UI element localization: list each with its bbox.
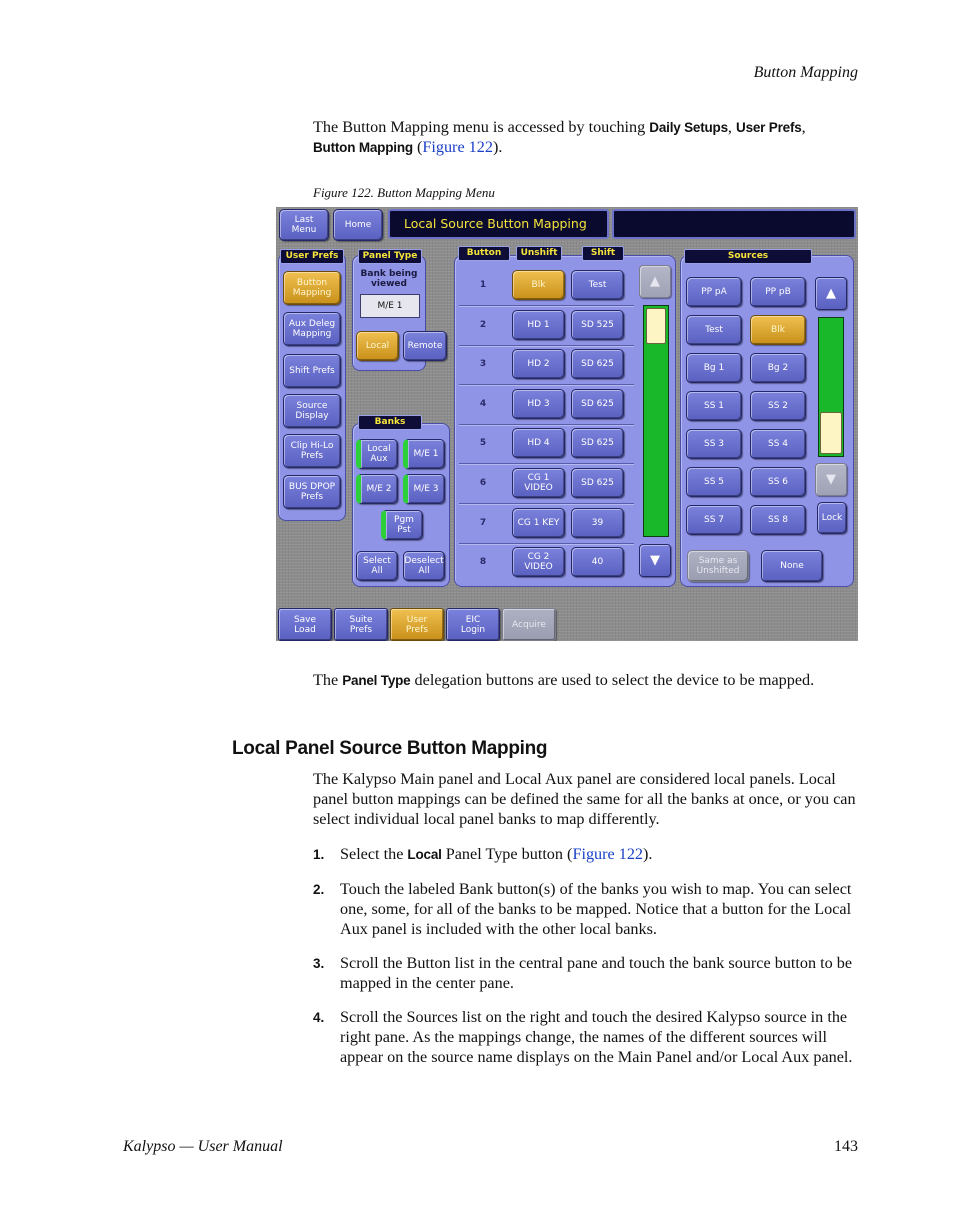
step-2 [313,880,858,939]
tab-user-prefs[interactable]: User Prefs [390,608,444,641]
step-1 [313,845,858,865]
panel-type-paragraph [313,671,858,691]
status-display [612,209,856,239]
cmd-user-prefs: User Prefs [736,120,802,135]
intro-paragraph [313,118,858,158]
source-button[interactable]: SS 6 [750,467,806,497]
sources-tag: Sources [684,249,812,264]
user-prefs-tag: User Prefs [280,249,344,264]
tab-eic-login[interactable]: EIC Login [446,608,500,641]
select-all-button[interactable]: Select All [356,551,398,581]
unshift-source-button[interactable]: HD 3 [512,389,565,419]
tab-save-load[interactable]: Save Load [278,608,332,641]
step-3 [313,954,858,994]
button-row-number: 4 [479,399,487,409]
deselect-all-button[interactable]: Deselect All [403,551,445,581]
shift-prefs-button[interactable]: Shift Prefs [283,354,341,388]
tab-suite-prefs[interactable]: Suite Prefs [334,608,388,641]
local-button[interactable]: Local [356,331,399,361]
button-row-number: 6 [479,478,487,488]
footer-title: Kalypso — User Manual [123,1138,283,1155]
same-as-unshifted-button[interactable]: Same as Unshifted [687,550,749,582]
remote-button[interactable]: Remote [403,331,447,361]
cmd-local: Local [407,847,442,862]
button-row-number: 7 [479,518,487,528]
bank-me3-button[interactable]: M/E 3 [403,474,445,504]
source-button[interactable]: Bg 1 [686,353,742,383]
step-text [340,845,858,865]
source-button[interactable]: SS 5 [686,467,742,497]
button-row-number: 8 [479,557,487,567]
bank-being-viewed-display: M/E 1 [360,294,420,318]
home-button[interactable]: Home [333,209,383,241]
step-number: 1. [313,847,325,862]
button-row-number: 2 [479,320,487,330]
intro-sep: , [727,118,737,136]
bank-pgm-pst-button[interactable]: Pgm Pst [381,510,423,540]
intro-sep: , [801,118,806,136]
menu-title: Local Source Button Mapping [388,209,609,239]
source-button[interactable]: Bg 2 [750,353,806,383]
shift-tag: Shift [582,246,624,261]
button-mapping-button[interactable]: Button Mapping [283,271,341,305]
row-separator [459,305,634,306]
section-paragraph: The Kalypso Main panel and Local Aux panel are considered local panels. Local panel button mappings can be defined the same for all the banks at once, or you can select individual local panel banks to map differently. [313,770,856,828]
intro-paren: ( [412,137,423,156]
unshift-source-button[interactable]: HD 4 [512,428,565,458]
row-separator [459,543,634,544]
tab-acquire[interactable]: Acquire [502,608,556,641]
unshift-source-button[interactable]: CG 1 VIDEO [512,468,565,498]
source-button[interactable]: SS 8 [750,505,806,535]
cmd-panel-type: Panel Type [342,673,411,688]
cmd-button-mapping: Button Mapping [313,139,413,155]
bank-local-aux-button[interactable]: Local Aux [356,439,398,469]
lock-button[interactable]: Lock [817,502,847,534]
shift-source-button[interactable]: SD 625 [571,349,624,379]
shift-source-button[interactable]: SD 625 [571,468,624,498]
shift-source-button[interactable]: SD 525 [571,310,624,340]
shift-source-button[interactable]: 39 [571,508,624,538]
step-text: Scroll the Sources list on the right and touch the desired Kalypso source in the right pane. As the mappings change, the names of the different sources will appear on the source name displays on the Main Panel and/or Local Aux panel. [340,1008,853,1066]
intro-paren: ). [492,137,503,156]
source-button[interactable]: Test [686,315,742,345]
button-tag: Button [458,246,510,261]
row-separator [459,424,634,425]
step-text: Touch the labeled Bank button(s) of the banks you wish to map. You can select one, some, for all of the banks to be mapped. Notice that a button for the Local Aux panel is included with the other local banks. [340,880,852,938]
row-separator [459,345,634,346]
unshift-source-button[interactable]: HD 1 [512,310,565,340]
bank-me2-button[interactable]: M/E 2 [356,474,398,504]
step-text-part: Panel Type button ( [441,845,573,863]
scroll-down-button[interactable]: ▼ [639,544,671,577]
section-heading: Local Panel Source Button Mapping [232,738,548,759]
bank-being-viewed-label: Bank being viewed [360,269,418,289]
sources-scroll-thumb[interactable] [820,412,842,454]
source-button[interactable]: SS 7 [686,505,742,535]
source-button[interactable]: SS 2 [750,391,806,421]
intro-text: The Button Mapping menu is accessed by touching [313,118,650,136]
row-separator [459,384,634,385]
bank-me1-button[interactable]: M/E 1 [403,439,445,469]
button-row-number: 1 [479,280,487,290]
step-text: Scroll the Button list in the central pane and touch the bank source button to be mapped in the center pane. [340,954,853,992]
clip-hi-lo-prefs-button[interactable]: Clip Hi-Lo Prefs [283,434,341,468]
row-separator [459,463,634,464]
shift-source-button[interactable]: SD 625 [571,428,624,458]
unshift-source-button[interactable]: CG 2 VIDEO [512,547,565,577]
unshift-source-button[interactable]: HD 2 [512,349,565,379]
panel-type-text: The [313,671,343,689]
source-button[interactable]: SS 4 [750,429,806,459]
button-row-number: 3 [479,359,487,369]
panel-type-text: delegation buttons are used to select the device to be mapped. [410,671,815,689]
last-menu-button[interactable]: Last Menu [279,209,329,241]
banks-tag: Banks [358,415,422,430]
panel-type-tag: Panel Type [358,249,422,264]
sources-scroll-down-button[interactable]: ▼ [815,463,847,496]
shift-source-button[interactable]: SD 625 [571,389,624,419]
figure-link[interactable]: Figure 122 [422,137,493,156]
step-text-part: ). [643,845,653,863]
shift-source-button[interactable]: 40 [571,547,624,577]
step-text-part: Select the [340,845,408,863]
unshift-tag: Unshift [516,246,562,261]
figure-caption: Figure 122. Button Mapping Menu [313,185,495,200]
page-number: 143 [834,1138,858,1155]
source-button[interactable]: SS 1 [686,391,742,421]
step-number: 2. [313,882,325,897]
aux-deleg-mapping-button[interactable]: Aux Deleg Mapping [283,312,341,346]
figure-link[interactable]: Figure 122 [572,845,644,863]
sources-scroll-up-button[interactable]: ▲ [815,277,847,310]
button-list-scroll-thumb[interactable] [646,308,666,344]
button-mapping-screenshot [276,207,858,641]
step-number: 3. [313,956,325,971]
scroll-up-button[interactable]: ▲ [639,265,671,298]
running-head: Button Mapping [753,64,858,81]
unshift-source-button[interactable]: CG 1 KEY [512,508,565,538]
source-display-button[interactable]: Source Display [283,394,341,428]
cmd-daily-setups: Daily Setups [649,120,728,135]
source-button[interactable]: PP pB [750,277,806,307]
unshift-source-button[interactable]: Blk [512,270,565,300]
source-button[interactable]: PP pA [686,277,742,307]
source-button[interactable]: SS 3 [686,429,742,459]
none-button[interactable]: None [761,550,823,582]
source-button[interactable]: Blk [750,315,806,345]
shift-source-button[interactable]: Test [571,270,624,300]
step-number: 4. [313,1010,325,1025]
button-row-number: 5 [479,438,487,448]
step-4 [313,1008,858,1067]
bus-dpop-prefs-button[interactable]: BUS DPOP Prefs [283,475,341,509]
row-separator [459,503,634,504]
